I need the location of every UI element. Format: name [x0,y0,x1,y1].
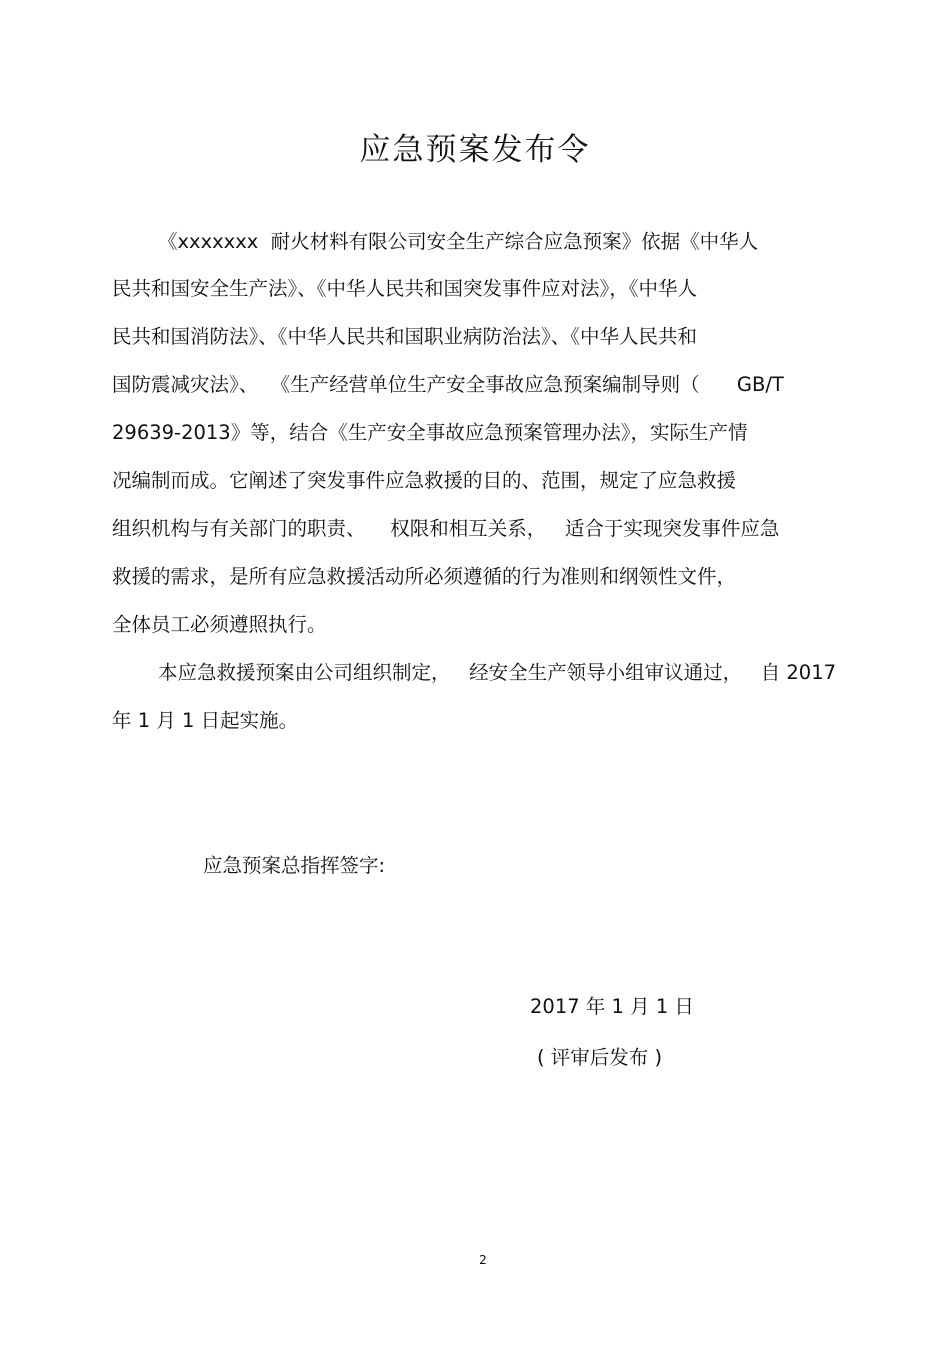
issue-date: 2017 年 1 月 1 日 [530,995,694,1018]
publish-note: ( 评审后发布 ) [537,1046,663,1069]
paragraph1-line: 组织机构与有关部门的职责、 权限和相互关系， 适合于实现突发事件应急 [112,517,780,540]
paragraph1-line: 29639-2013》等，结合《生产安全事故应急预案管理办法》，实际生产情 [112,421,748,444]
paragraph1-line: 民共和国安全生产法》、《中华人民共和国突发事件应对法》，《中华人 [112,277,698,300]
paragraph1-line: 况编制而成。它阐述了突发事件应急救援的目的、范围，规定了应急救援 [112,469,737,492]
paragraph1-line: 国防震减灾法》、 《生产经营单位生产安全事故应急预案编制导则（ GB/T [112,373,784,396]
page-number: 2 [479,1253,487,1267]
paragraph1-line: 全体员工必须遵照执行。 [112,613,327,636]
paragraph1-line: 救援的需求，是所有应急救援活动所必须遵循的行为准则和纲领性文件， [112,565,737,588]
signature-label: 应急预案总指挥签字: [203,854,386,877]
paragraph2-line: 年 1 月 1 日起实施。 [112,709,299,732]
paragraph2-line: 本应急救援预案由公司组织制定， 经安全生产领导小组审议通过， 自 2017 [158,661,837,684]
document-title: 应急预案发布令 [359,132,591,168]
paragraph1-line: 民共和国消防法》、《中华人民共和国职业病防治法》、《中华人民共和 [112,325,698,348]
paragraph1-line: 《xxxxxxx 耐火材料有限公司安全生产综合应急预案》依据《中华人 [158,230,759,253]
